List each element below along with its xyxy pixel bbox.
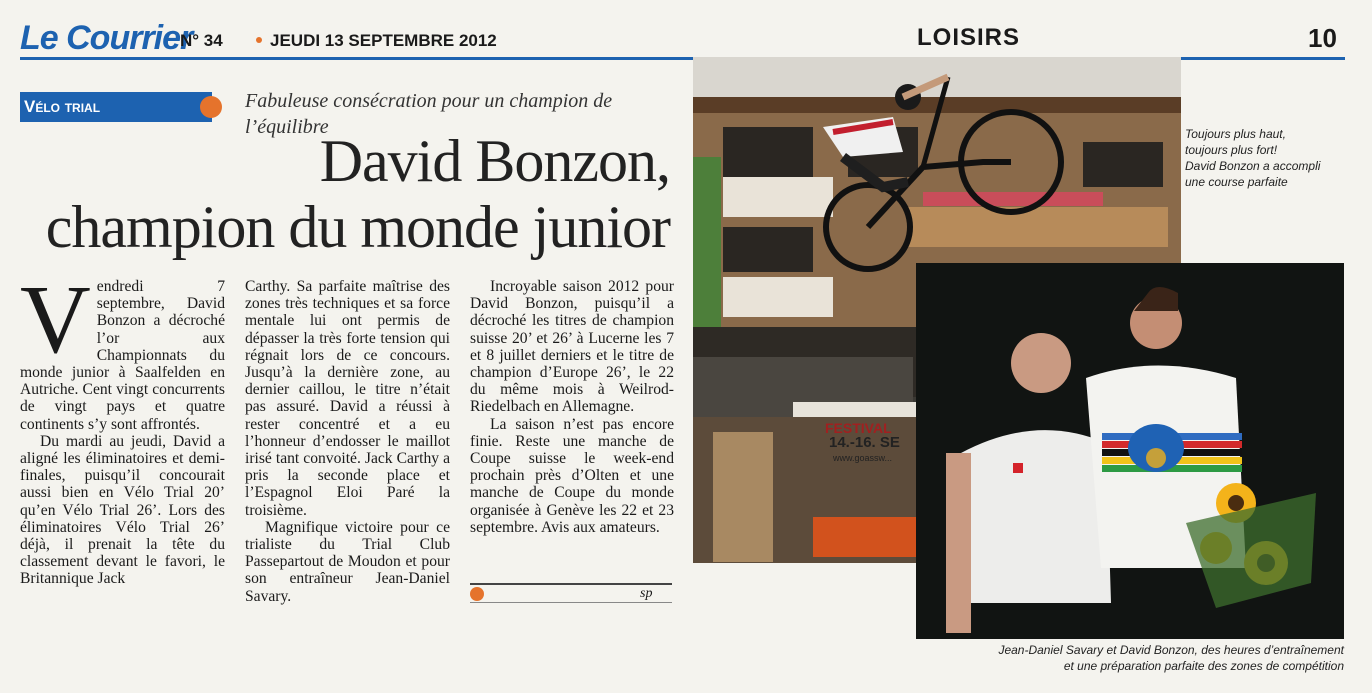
paragraph: La saison n’est pas encore finie. Reste une manche de Coupe suisse le week-end prochain près d’Olten et une manche de Coupe du monde organisée à Genève les 22 et 23 septembre. Avis aux amateurs. [470,415,674,536]
drop-cap: V [20,266,91,374]
article-credit: sp [640,586,653,601]
festival-url: www.goassw... [833,453,893,463]
paragraph: Incroyable saison 2012 pour David Bonzon, puisqu’il a décroché les titres de champion suisse 20’ et 26’ à Lucerne les 7 et 8 juillet derniers et le titre de champion d’Europe 26’, le 22 du même mois à Weilrod-Riedelbach en Allemagne. [470,278,674,416]
page-number: 10 [1308,23,1337,53]
headline-line-1: David Bonzon, [319,128,670,194]
photo-caption-1 [1185,126,1360,190]
festival-banner: FESTIVAL [825,420,892,436]
caption-line: David Bonzon a accompli [1185,159,1321,173]
article-column-1 [20,266,225,588]
article-end-rule [470,583,672,585]
end-ball-icon [470,587,484,601]
paragraph: Carthy. Sa parfaite maîtrise des zones très techniques et sa force mentale lui ont permis de dépasser la très forte tension qui régnait lors de ce concours. Jusqu’à la dernière zone, au dernier caillou, le titre n’était pas assuré. David a réussi à rester concentré et a eu l’honneur d’endosser le maillot irisé tant convoité. Jack Carthy a pris la seconde place et l’Espagnol Eloi Paré la troisième. [245,278,450,519]
rubric-band [20,92,212,122]
separator-dot-icon [256,37,262,43]
section-title: LOISIRS [917,24,1021,51]
rubric-label: Vélo trial [24,97,101,116]
paragraph: Magnifique victoire pour ce trialiste du Trial Club Passepartout de Moudon et pour son entraîneur Jean-Daniel Savary. [245,518,450,605]
photo-coach-and-champion-illustration [916,263,1344,639]
newspaper-logo: Le Courrier [20,19,193,57]
issue-number: N° 34 [180,31,223,50]
caption-line: une course parfaite [1185,175,1288,189]
article-end-rule-bottom [470,602,672,603]
issue-date: JEUDI 13 SEPTEMBRE 2012 [270,31,497,50]
photo-caption-2 [930,642,1344,674]
article-column-2 [245,278,450,605]
caption-line: toujours plus fort! [1185,143,1278,157]
masthead [20,18,1350,62]
paragraph: endredi 7 septembre, David Bonzon a décroché l’or aux Championnats du monde junior à Saalfelden en Autriche. Cent vingt concurrents de vingt pays et quatre continents s’y sont affrontés. [20,278,225,433]
caption-line: Toujours plus haut, [1185,127,1286,141]
article-headline [20,128,670,260]
paragraph: Du mardi au jeudi, David a aligné les éliminatoires et demi-finales, puisqu’il concourait aussi bien en Vélo Trial 20’ qu’en Vélo Trial 26’. Lors des éliminatoires Vélo Trial 26’ déjà, il prenait la tête du classement devant le favori, le Britannique Jack [20,432,225,588]
article-kicker: Fabuleuse consécration pour un champion de l’équilibre [245,90,613,138]
rubric-ball-icon [200,96,222,118]
headline-line-2: champion du monde junior [45,194,670,260]
festival-dates: 14.-16. SE [829,434,900,451]
photo-coach-and-champion [916,263,1344,639]
caption-line: Jean-Daniel Savary et David Bonzon, des heures d’entraînement [998,643,1344,657]
caption-line: et une préparation parfaite des zones de compétition [1063,659,1344,673]
article-column-3 [470,278,674,536]
